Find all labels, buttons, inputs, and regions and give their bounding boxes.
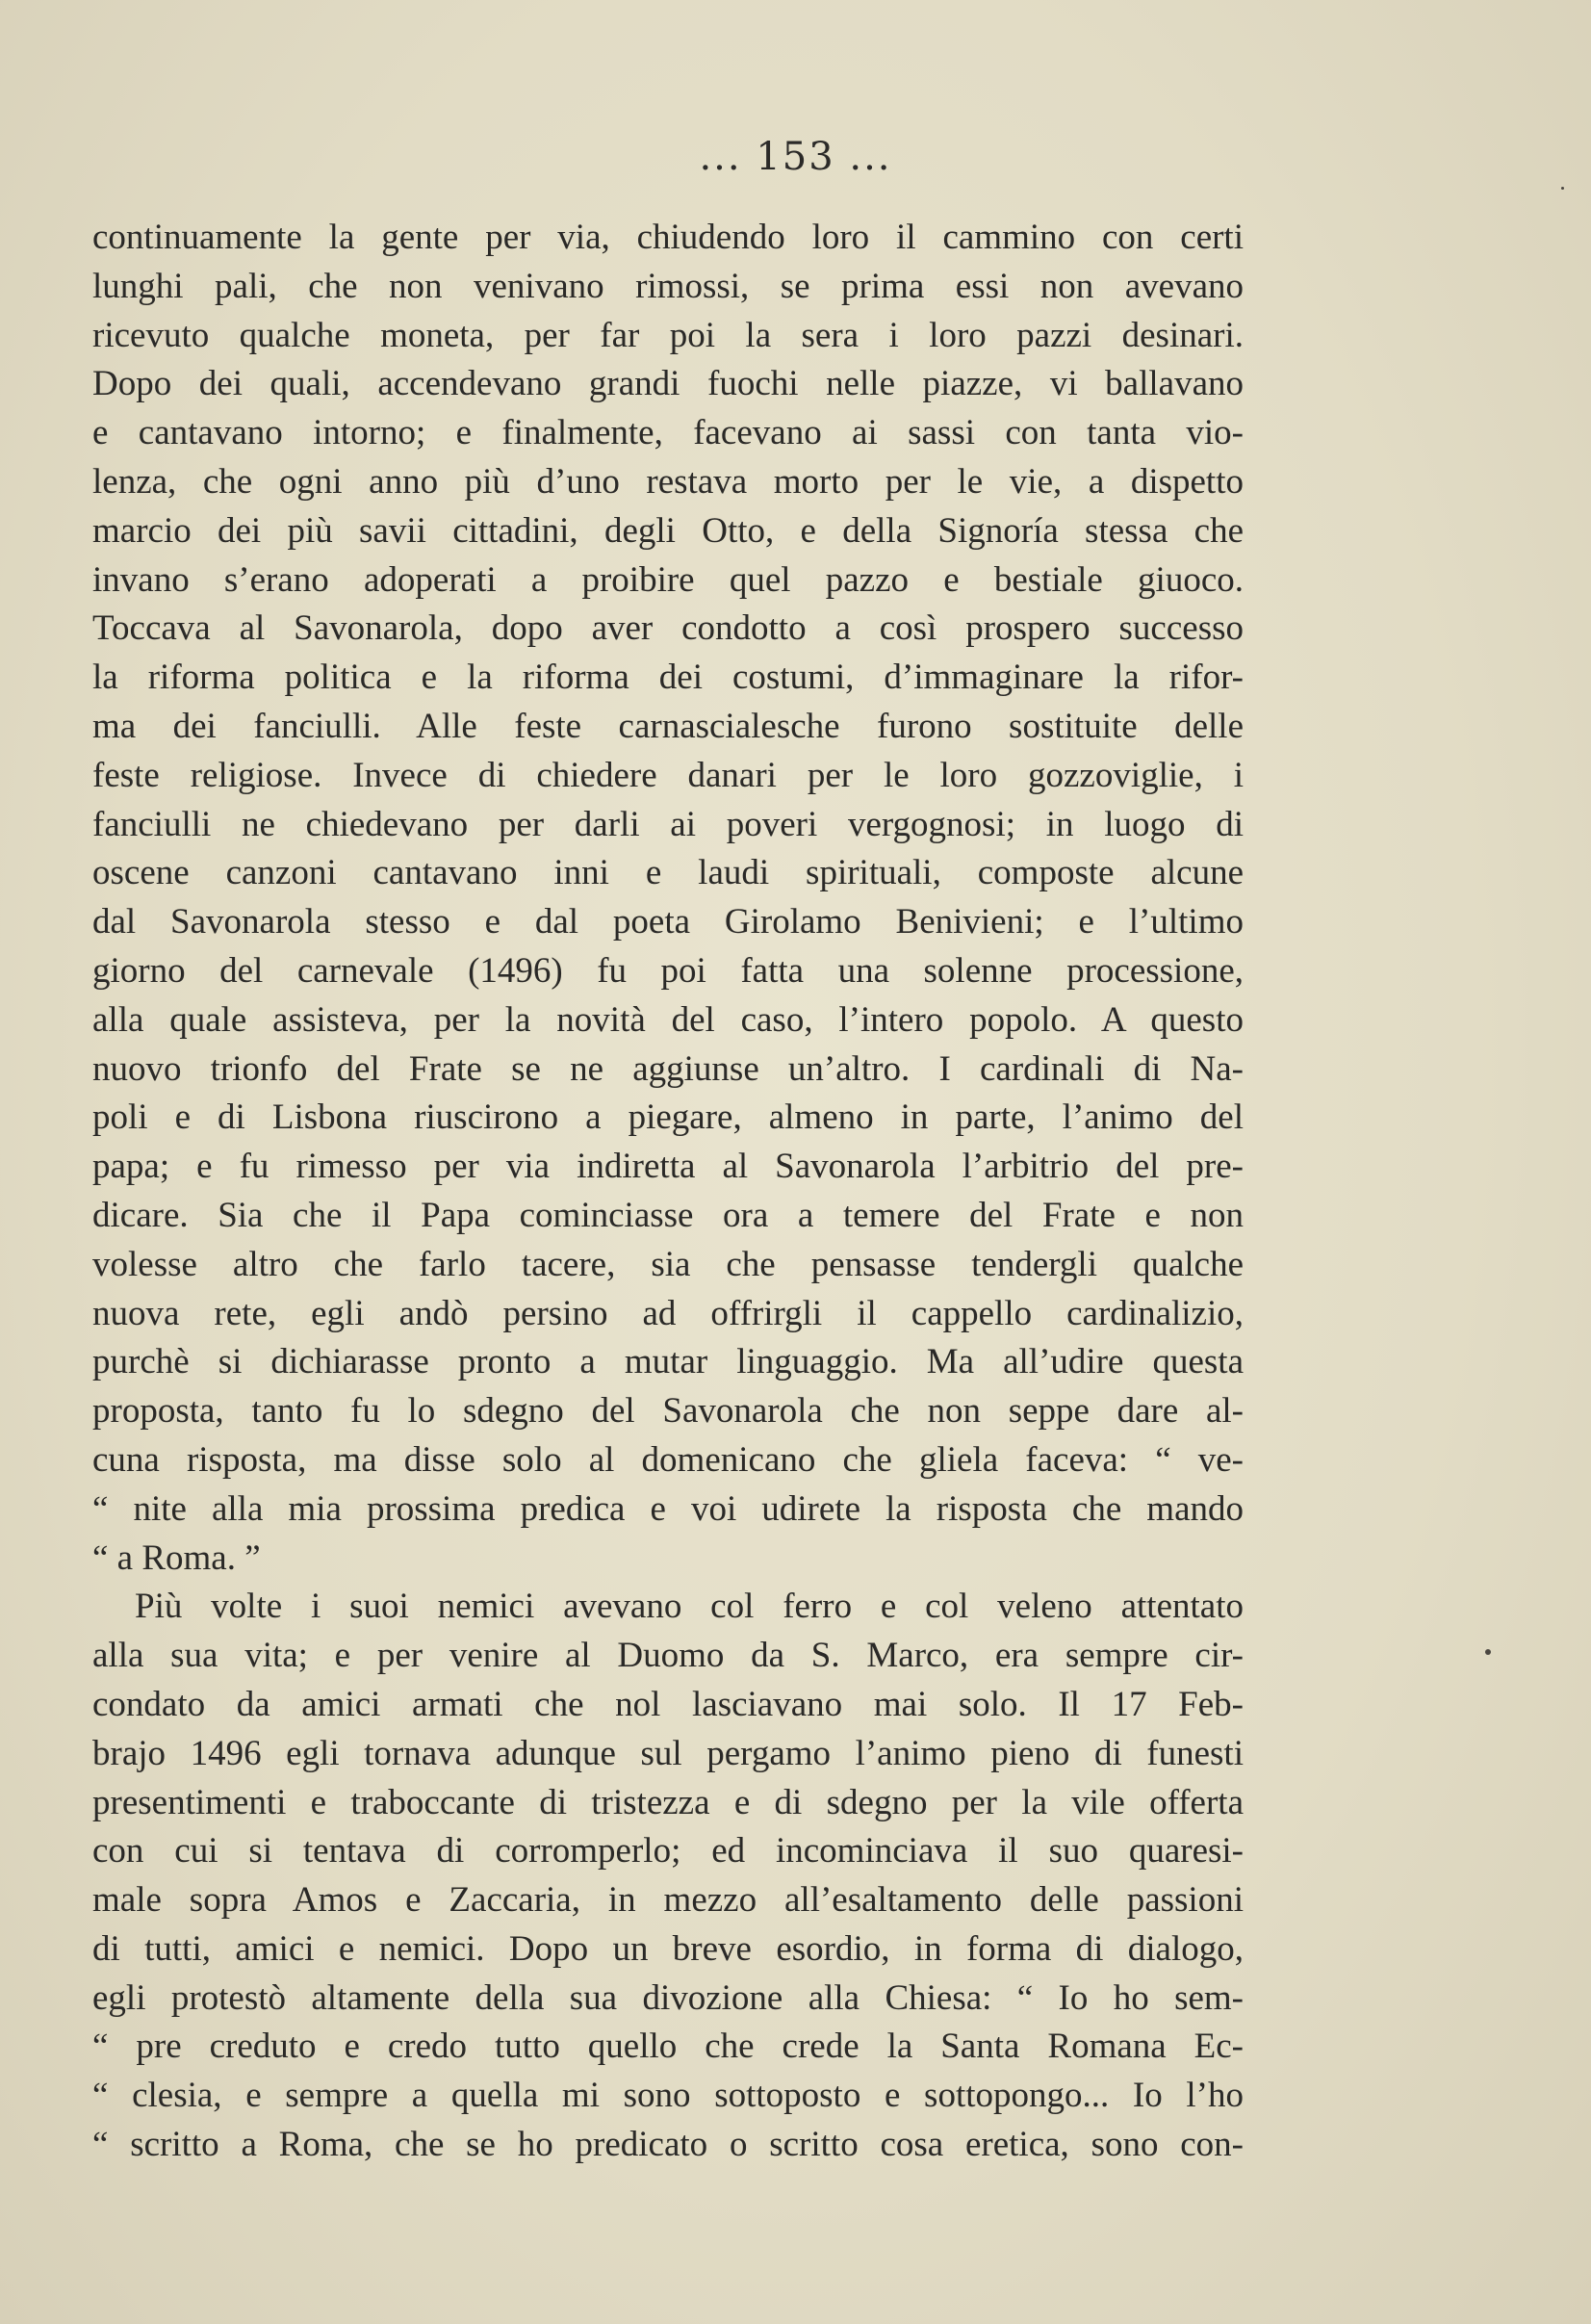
text-line: ricevuto qualche moneta, per far poi la sera i loro pazzi desinari. <box>92 315 1244 355</box>
text-line: presentimenti e traboccante di tristezza e di sdegno per la vile offerta <box>92 1782 1244 1822</box>
text-line: male sopra Amos e Zaccaria, in mezzo all’esaltamento delle passioni <box>92 1880 1244 1921</box>
text-line: brajo 1496 egli tornava adunque sul pergamo l’animo pieno di funesti <box>92 1733 1244 1773</box>
text-line: volesse altro che farlo tacere, sia che pensasse tendergli qualche <box>92 1244 1244 1284</box>
paragraph-start-line: Più volte i suoi nemici avevano col ferro e col veleno attentato <box>135 1587 1244 1627</box>
text-line: “ pre creduto e credo tutto quello che crede la Santa Romana Ec- <box>92 2027 1244 2067</box>
text-line: proposta, tanto fu lo sdegno del Savonarola che non seppe dare al- <box>92 1391 1244 1432</box>
text-line: con cui si tentava di corromperlo; ed incominciava il suo quaresi- <box>92 1831 1244 1872</box>
text-line: marcio dei più savii cittadini, degli Otto, e della Signoría stessa che <box>92 510 1244 551</box>
text-line: nuovo trionfo del Frate se ne aggiunse un’altro. I cardinali di Na- <box>92 1048 1244 1089</box>
text-line: condato da amici armati che nol lasciavano mai solo. Il 17 Feb- <box>92 1684 1244 1724</box>
text-line: oscene canzoni cantavano inni e laudi spirituali, composte alcune <box>92 853 1244 893</box>
text-line: di tutti, amici e nemici. Dopo un breve esordio, in forma di dialogo, <box>92 1928 1244 1969</box>
text-line: Dopo dei quali, accendevano grandi fuochi nelle piazze, vi ballavano <box>92 364 1244 404</box>
text-line: poli e di Lisbona riuscirono a piegare, almeno in parte, l’animo del <box>92 1097 1244 1138</box>
paper-speck <box>1485 1649 1491 1655</box>
text-line: dal Savonarola stesso e dal poeta Girolamo Benivieni; e l’ultimo <box>92 902 1244 943</box>
text-line: Toccava al Savonarola, dopo aver condotto a così prospero successo <box>92 608 1244 649</box>
text-line: lenza, che ogni anno più d’uno restava morto per le vie, a dispetto <box>92 461 1244 502</box>
text-line: continuamente la gente per via, chiudendo loro il cammino con certi <box>92 218 1244 257</box>
text-line: invano s’erano adoperati a proibire quel pazzo e bestiale giuoco. <box>92 559 1244 600</box>
page-number: ... 153 ... <box>699 135 892 179</box>
text-line: giorno del carnevale (1496) fu poi fatta una solenne processione, <box>92 950 1244 991</box>
text-line: fanciulli ne chiedevano per darli ai poveri vergognosi; in luogo di <box>92 804 1244 844</box>
text-line: dicare. Sia che il Papa cominciasse ora a temere del Frate e non <box>92 1195 1244 1235</box>
paper-speck <box>1561 187 1564 190</box>
text-line: alla sua vita; e per venire al Duomo da S. Marco, era sempre cir- <box>92 1636 1244 1676</box>
text-line: purchè si dichiarasse pronto a mutar linguaggio. Ma all’udire questa <box>92 1342 1244 1382</box>
text-line: “ clesia, e sempre a quella mi sono sottoposto e sottopongo... Io l’ho <box>92 2076 1244 2116</box>
text-line: “ nite alla mia prossima predica e voi udirete la risposta che mando <box>92 1488 1244 1529</box>
paragraph-end-line: “ a Roma. ” <box>92 1537 261 1578</box>
text-line: “ scritto a Roma, che se ho predicato o scritto cosa eretica, sono con- <box>92 2125 1244 2165</box>
text-line: ma dei fanciulli. Alle feste carnascialesche furono sostituite delle <box>92 706 1244 746</box>
text-line: papa; e fu rimesso per via indiretta al Savonarola l’arbitrio del pre- <box>92 1147 1244 1187</box>
text-line: lunghi pali, che non venivano rimossi, se prima essi non avevano <box>92 266 1244 306</box>
text-line: cuna risposta, ma disse solo al domenicano che gliela faceva: “ ve- <box>92 1439 1244 1480</box>
text-line: e cantavano intorno; e finalmente, facevano ai sassi con tanta vio- <box>92 413 1244 453</box>
text-line: nuova rete, egli andò persino ad offrirgli il cappello cardinalizio, <box>92 1293 1244 1333</box>
text-line: alla quale assisteva, per la novità del caso, l’intero popolo. A questo <box>92 999 1244 1040</box>
text-line: egli protestò altamente della sua divozione alla Chiesa: “ Io ho sem- <box>92 1977 1244 2018</box>
text-line: feste religiose. Invece di chiedere danari per le loro gozzoviglie, i <box>92 755 1244 795</box>
text-line: la riforma politica e la riforma dei costumi, d’immaginare la rifor- <box>92 658 1244 698</box>
body-text <box>92 214 1244 2170</box>
